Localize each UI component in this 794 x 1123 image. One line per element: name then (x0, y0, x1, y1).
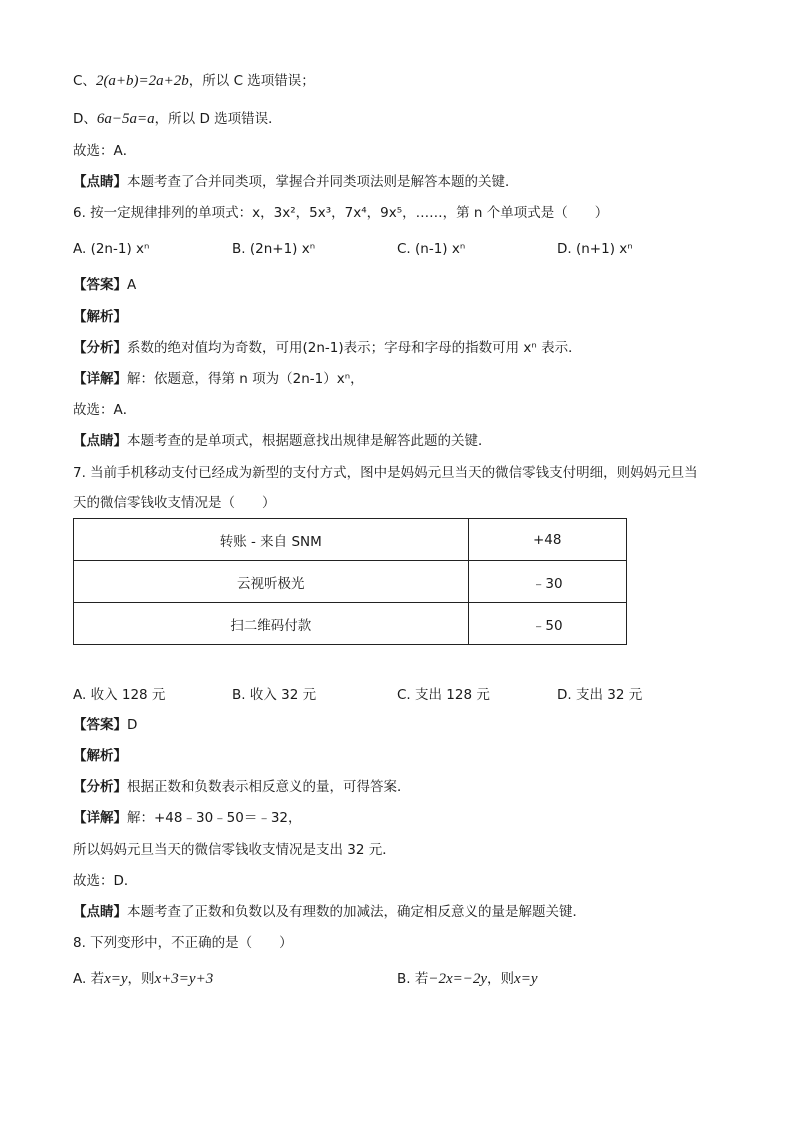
q6-option-d: D. (n+1) xⁿ (557, 241, 633, 257)
option-d-line (73, 110, 282, 128)
q7-option-c: C. 支出 128 元 (397, 687, 490, 703)
dianjing-text: 本题考查了正数和负数以及有理数的加减法，确定相反意义的量是解题关键． (127, 904, 586, 920)
option-d-label: D、 (73, 111, 97, 127)
xiangjie-text: 解：依题意，得第 n 项为（2n-1）xⁿ， (127, 371, 364, 387)
table-cell-amount: ﹣30 (468, 561, 626, 603)
fenxi-tag: 【分析】 (73, 779, 127, 795)
dianjing-text: 本题考查了合并同类项，掌握合并同类项法则是解答本题的关键． (127, 174, 519, 190)
q7-dianjing-line (73, 903, 586, 921)
q6-xiangjie-line (73, 370, 364, 388)
q8-option-b-formula-2: x=y (514, 971, 538, 987)
q6-answer-line (73, 276, 136, 294)
q8-stem: 8. 下列变形中，不正确的是（ ） (73, 935, 293, 951)
xiangjie-tag: 【详解】 (73, 371, 127, 387)
q7-answer-line (73, 716, 137, 734)
dianjing-line (73, 173, 519, 191)
q7-xiangjie-line (73, 809, 302, 827)
q8-option-a-formula-1: x=y (104, 971, 128, 987)
answer-tag: 【答案】 (73, 717, 127, 733)
q8-option-b (397, 970, 537, 988)
q6-choose-line: 故选：A． (73, 402, 137, 418)
option-c-text: ，所以 C 选项错误； (188, 73, 315, 89)
q7-option-b: B. 收入 32 元 (232, 687, 317, 703)
q6-option-b: B. (2n+1) xⁿ (232, 241, 316, 257)
q7-stem-line-1: 7. 当前手机移动支付已经成为新型的支付方式，图中是妈妈元旦当天的微信零钱支付明细，则妈妈元旦当 (73, 465, 698, 481)
option-c-label: C、 (73, 73, 96, 89)
table-row (74, 603, 627, 645)
fenxi-text: 根据正数和负数表示相反意义的量，可得答案． (127, 779, 411, 795)
answer-tag: 【答案】 (73, 277, 127, 293)
table-row (74, 561, 627, 603)
q7-choose-line: 故选：D． (73, 873, 138, 889)
option-d-formula: 6a−5a=a (96, 111, 155, 127)
table-cell-item: 扫二维码付款 (74, 603, 469, 645)
q6-fenxi-line (73, 339, 582, 357)
fenxi-text: 系数的绝对值均为奇数，可用(2n-1)表示；字母和字母的指数可用 xⁿ 表示． (127, 340, 582, 356)
fenxi-tag: 【分析】 (73, 340, 127, 356)
option-d-text: ，所以 D 选项错误． (154, 111, 282, 127)
q8-option-b-label: B. 若 (397, 971, 429, 987)
choose-line: 故选：A． (73, 143, 137, 159)
dianjing-tag: 【点睛】 (73, 174, 127, 190)
q6-stem: 6. 按一定规律排列的单项式：x，3x²，5x³，7x⁴，9x⁵，……，第 n 个单项式是（ ） (73, 205, 609, 221)
q6-option-a: A. (2n-1) xⁿ (73, 241, 150, 257)
q6-jiexi-tag: 【解析】 (73, 309, 127, 325)
table-cell-item: 云视听极光 (74, 561, 469, 603)
dianjing-tag: 【点睛】 (73, 904, 127, 920)
q8-option-b-mid: ，则 (487, 971, 515, 987)
option-c-line (73, 72, 315, 90)
dianjing-tag: 【点睛】 (73, 433, 127, 449)
payment-details-table (73, 518, 627, 645)
xiangjie-text: 解：+48﹣30﹣50＝﹣32， (127, 810, 302, 826)
q7-fenxi-line (73, 778, 411, 796)
answer-value: D (127, 717, 138, 733)
q7-conclusion: 所以妈妈元旦当天的微信零钱收支情况是支出 32 元． (73, 842, 396, 858)
q6-dianjing-line (73, 432, 492, 450)
table-row (74, 519, 627, 561)
q8-option-b-formula-1: −2x=−2y (428, 971, 488, 987)
option-c-formula: 2(a+b)=2a+2b (95, 73, 189, 89)
q8-option-a-label: A. 若 (73, 971, 105, 987)
q8-option-a-mid: ，则 (127, 971, 155, 987)
table-cell-amount: +48 (468, 519, 626, 561)
table-cell-amount: ﹣50 (468, 603, 626, 645)
dianjing-text: 本题考查的是单项式，根据题意找出规律是解答此题的关键． (127, 433, 492, 449)
table-cell-item: 转账 - 来自 SNM (74, 519, 469, 561)
q8-option-a-formula-2: x+3=y+3 (154, 971, 214, 987)
q7-option-a: A. 收入 128 元 (73, 687, 166, 703)
xiangjie-tag: 【详解】 (73, 810, 127, 826)
answer-value: A (127, 277, 137, 293)
q7-jiexi-tag: 【解析】 (73, 748, 127, 764)
q7-option-d: D. 支出 32 元 (557, 687, 643, 703)
q8-option-a (73, 970, 213, 988)
q6-option-c: C. (n-1) xⁿ (397, 241, 466, 257)
q7-stem-line-2: 天的微信零钱收支情况是（ ） (73, 495, 276, 511)
